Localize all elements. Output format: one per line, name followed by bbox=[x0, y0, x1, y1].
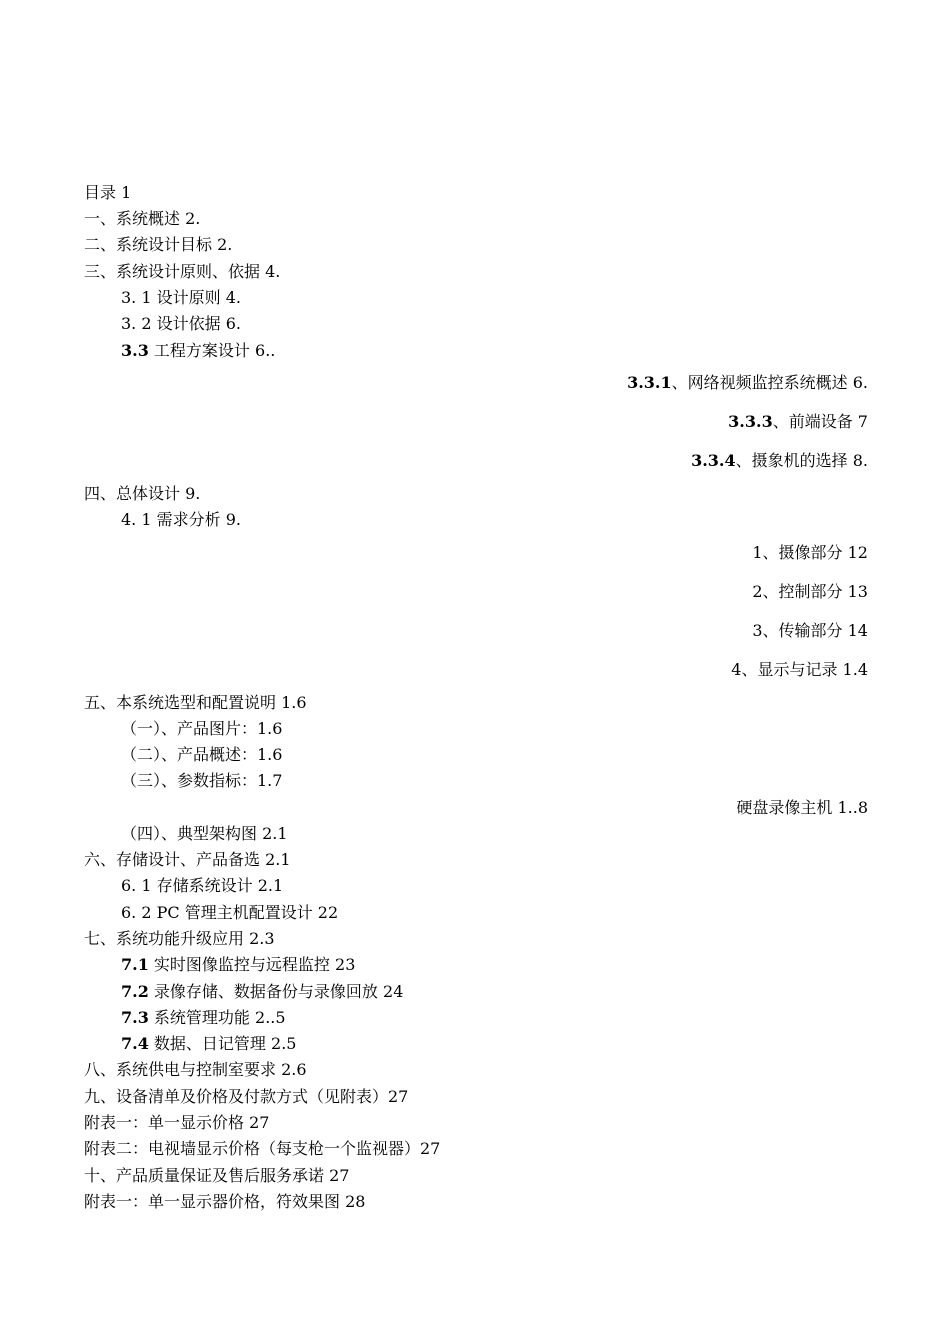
toc-entry-7-4: 7.4 数据、日记管理 2.5 bbox=[121, 1034, 297, 1053]
toc-entry-chapter-1: 一、系统概述 2. bbox=[84, 209, 201, 228]
toc-entry-7-1: 7.1 实时图像监控与远程监控 23 bbox=[121, 955, 356, 974]
toc-entry-4-1-1: 1、摄像部分 12 bbox=[752, 543, 868, 562]
toc-entry-5-d: （四）、典型架构图 2.1 bbox=[121, 824, 288, 843]
toc-entry-4-1-3: 3、传输部分 14 bbox=[752, 621, 868, 640]
toc-entry-3-3-1: 3.3.1、网络视频监控系统概述 6. bbox=[627, 373, 868, 392]
toc-entry-contents: 目录 1 bbox=[84, 183, 132, 202]
toc-entry-4-1: 4. 1 需求分析 9. bbox=[121, 510, 241, 529]
toc-entry-chapter-9: 九、设备清单及价格及付款方式（见附表）27 bbox=[84, 1087, 409, 1106]
toc-entry-7-2: 7.2 录像存储、数据备份与录像回放 24 bbox=[121, 982, 404, 1001]
toc-entry-chapter-10: 十、产品质量保证及售后服务承诺 27 bbox=[84, 1166, 350, 1185]
toc-entry-6-1: 6. 1 存储系统设计 2.1 bbox=[121, 876, 284, 895]
toc-entry-4-1-4: 4、显示与记录 1.4 bbox=[731, 660, 868, 679]
toc-entry-chapter-6: 六、存储设计、产品备选 2.1 bbox=[84, 850, 291, 869]
toc-entry-chapter-4: 四、总体设计 9. bbox=[84, 484, 201, 503]
toc-entry-5-b: （二）、产品概述：1.6 bbox=[121, 745, 283, 764]
toc-entry-5-a: （一）、产品图片：1.6 bbox=[121, 719, 283, 738]
toc-entry-3-1: 3. 1 设计原则 4. bbox=[121, 288, 241, 307]
toc-entry-chapter-7: 七、系统功能升级应用 2.3 bbox=[84, 929, 275, 948]
toc-entry-6-2: 6. 2 PC 管理主机配置设计 22 bbox=[121, 903, 339, 922]
toc-entry-3-3: 3.3 工程方案设计 6.. bbox=[121, 341, 276, 360]
toc-entry-5-c-1: 硬盘录像主机 1..8 bbox=[736, 798, 868, 817]
toc-entry-chapter-8: 八、系统供电与控制室要求 2.6 bbox=[84, 1060, 307, 1079]
toc-entry-chapter-3: 三、系统设计原则、依据 4. bbox=[84, 262, 281, 281]
toc-entry-3-3-3: 3.3.3、前端设备 7 bbox=[728, 412, 868, 431]
toc-entry-3-2: 3. 2 设计依据 6. bbox=[121, 314, 241, 333]
toc-entry-4-1-2: 2、控制部分 13 bbox=[752, 582, 868, 601]
toc-entry-appendix-2: 附表二：电视墙显示价格（每支枪一个监视器）27 bbox=[84, 1139, 441, 1158]
toc-entry-appendix-1: 附表一：单一显示价格 27 bbox=[84, 1113, 270, 1132]
toc-entry-5-c: （三）、参数指标：1.7 bbox=[121, 771, 283, 790]
toc-entry-chapter-2: 二、系统设计目标 2. bbox=[84, 235, 233, 254]
toc-entry-3-3-4: 3.3.4、摄象机的选择 8. bbox=[691, 451, 868, 470]
toc-entry-chapter-5: 五、本系统选型和配置说明 1.6 bbox=[84, 693, 307, 712]
toc-entry-7-3: 7.3 系统管理功能 2..5 bbox=[121, 1008, 286, 1027]
toc-entry-appendix-1-b: 附表一：单一显示器价格，符效果图 28 bbox=[84, 1192, 366, 1211]
